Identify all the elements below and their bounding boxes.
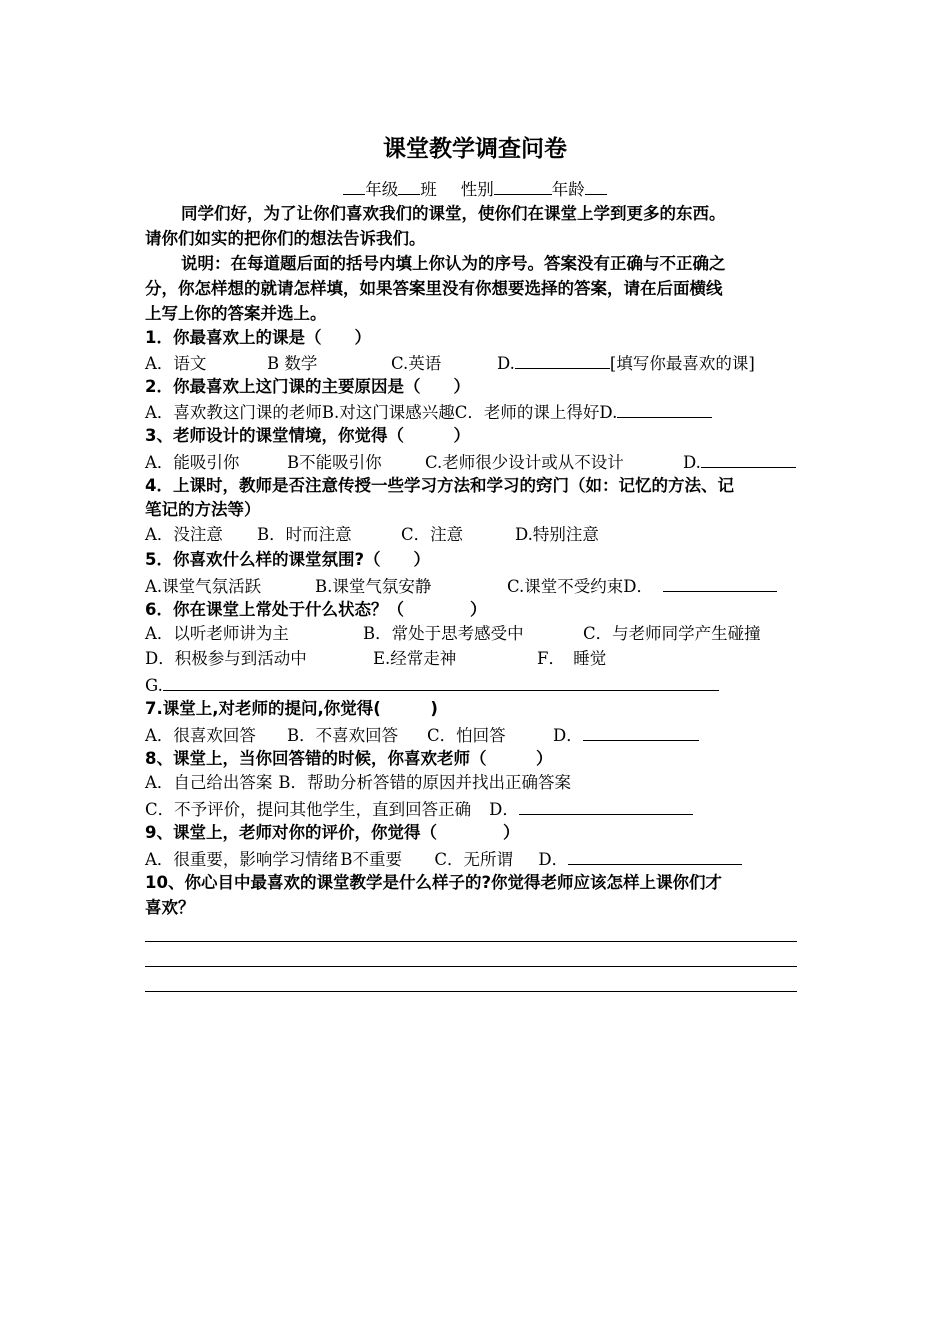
q8-option-c[interactable]: C．不予评价，提问其他学生，直到回答正确 (145, 800, 472, 819)
question-1-options (145, 350, 825, 376)
answer-line-3[interactable] (145, 991, 797, 992)
question-3-options (145, 449, 825, 475)
q1-answer-blank[interactable] (515, 350, 610, 369)
class-blank[interactable] (398, 176, 420, 195)
q6-option-d[interactable]: D．积极参与到活动中 (145, 649, 307, 668)
q7-answer-blank[interactable] (583, 722, 699, 741)
q3-option-a[interactable]: A．能吸引你 (145, 453, 240, 472)
q5-option-d[interactable]: D． (623, 577, 654, 596)
question-1: 1．你最喜欢上的课是（ ） (145, 328, 371, 347)
intro-line-1: 同学们好，为了让你们喜欢我们的课堂，使你们在课堂上学到更多的东西。 (181, 204, 726, 223)
question-4-line-2: 笔记的方法等） (145, 500, 261, 519)
question-10-line-2: 喜欢？ (145, 898, 195, 917)
q3-answer-blank[interactable] (701, 449, 796, 468)
q2-option-d[interactable]: D. (599, 403, 618, 422)
question-6-options-row-2 (145, 647, 825, 671)
answer-line-2[interactable] (145, 966, 797, 967)
q6-option-b[interactable]: B．常处于思考感受中 (363, 624, 524, 643)
q7-option-c[interactable]: C．怕回答 (427, 726, 506, 745)
q8-option-d[interactable]: D． (489, 800, 519, 819)
note-line-2: 分，你怎样想的就请怎样填，如果答案里没有你想要选择的答案，请在后面横线 (145, 279, 723, 298)
q6-option-a[interactable]: A．以听老师讲为主 (145, 624, 289, 643)
q9-option-c[interactable]: C．无所谓 (434, 850, 514, 869)
question-5-options (145, 573, 825, 599)
q5-option-b[interactable]: B.课堂气氛安静 (315, 577, 432, 596)
q1-option-a[interactable]: A．语文 (145, 354, 207, 373)
age-blank[interactable] (585, 176, 607, 195)
q2-answer-blank[interactable] (617, 399, 712, 418)
q5-answer-blank[interactable] (663, 573, 777, 592)
q5-option-c[interactable]: C.课堂不受约束 (507, 577, 624, 596)
q8-answer-blank[interactable] (519, 796, 693, 815)
q2-option-a[interactable]: A．喜欢教这门课的老师 (145, 403, 322, 422)
gender-label: 性别 (460, 180, 494, 199)
q4-option-c[interactable]: C．注意 (401, 525, 464, 544)
q9-option-a[interactable]: A．很重要，影响学习情绪 (145, 850, 339, 869)
q6-answer-blank[interactable] (163, 672, 719, 691)
q9-option-b[interactable]: B不重要 (340, 850, 403, 869)
q6-option-e[interactable]: E.经常走神 (373, 649, 457, 668)
grade-label: 年级 (365, 180, 399, 199)
intro-line-2: 请你们如实的把你们的想法告诉我们。 (145, 229, 426, 248)
question-8-options-row-1 (145, 771, 825, 795)
question-6-options-row-1 (145, 622, 825, 646)
q8-option-b[interactable]: B．帮助分析答错的原因并找出正确答案 (278, 773, 572, 792)
question-6-options-row-3 (145, 672, 825, 698)
q3-option-c[interactable]: C.老师很少设计或从不设计 (425, 453, 624, 472)
grade-blank[interactable] (343, 176, 365, 195)
q4-option-b[interactable]: B．时而注意 (257, 525, 352, 544)
question-4-line-1: 4．上课时，教师是否注意传授一些学习方法和学习的窍门（如：记忆的方法、记 (145, 476, 734, 495)
q9-option-d[interactable]: D． (538, 850, 569, 869)
q7-option-b[interactable]: B．不喜欢回答 (287, 726, 399, 745)
q2-option-b[interactable]: B.对这门课感兴趣 (321, 403, 455, 422)
class-label: 班 (420, 180, 437, 199)
question-6: 6．你在课堂上常处于什么状态？（ ） (145, 600, 487, 619)
q2-option-c[interactable]: C．老师的课上得好 (454, 403, 600, 422)
q6-option-f[interactable]: F． 睡觉 (537, 649, 607, 668)
question-9: 9、课堂上，老师对你的评价，你觉得（ ） (145, 823, 520, 842)
question-2-options (145, 399, 825, 425)
question-3: 3、老师设计的课堂情境，你觉得（ ） (145, 426, 470, 445)
question-4-options (145, 523, 825, 547)
question-10-line-1: 10、你心目中最喜欢的课堂教学是什么样子的?你觉得老师应该怎样上课你们才 (145, 873, 723, 892)
q9-answer-blank[interactable] (568, 846, 742, 865)
gender-blank[interactable] (494, 176, 552, 195)
question-2: 2．你最喜欢上这门课的主要原因是（ ） (145, 377, 470, 396)
note-line-1: 说明：在每道题后面的括号内填上你认为的序号。答案没有正确与不正确之 (181, 254, 726, 273)
q7-option-a[interactable]: A．很喜欢回答 (145, 726, 256, 745)
question-7-options (145, 722, 825, 748)
q4-option-a[interactable]: A．没注意 (145, 525, 223, 544)
question-8-options-row-2 (145, 796, 825, 822)
age-label: 年龄 (551, 180, 585, 199)
q1-option-c[interactable]: C.英语 (391, 354, 442, 373)
q1-hint: [填写你最喜欢的课] (609, 354, 755, 373)
page-title: 课堂教学调查问卷 (383, 136, 567, 162)
question-9-options (145, 846, 825, 872)
q1-option-b[interactable]: B 数学 (267, 354, 318, 373)
question-8: 8、课堂上，当你回答错的时候，你喜欢老师（ ） (145, 749, 553, 768)
student-info-line (0, 176, 950, 202)
q4-option-d[interactable]: D.特别注意 (515, 525, 599, 544)
answer-line-1[interactable] (145, 941, 797, 942)
q3-option-d[interactable]: D. (683, 453, 701, 472)
question-7: 7.课堂上,对老师的提问,你觉得( ) (145, 699, 438, 718)
q7-option-d[interactable]: D． (553, 726, 583, 745)
note-line-3: 上写上你的答案并选上。 (145, 304, 327, 323)
q5-option-a[interactable]: A.课堂气氛活跃 (145, 577, 262, 596)
q3-option-b[interactable]: B不能吸引你 (287, 453, 382, 472)
q6-option-c[interactable]: C．与老师同学产生碰撞 (583, 624, 761, 643)
q1-option-d[interactable]: D. (497, 354, 515, 373)
question-5: 5．你喜欢什么样的课堂氛围?（ ） (145, 550, 431, 569)
q8-option-a[interactable]: A．自己给出答案 (145, 773, 273, 792)
q6-option-g[interactable]: G. (145, 676, 163, 695)
